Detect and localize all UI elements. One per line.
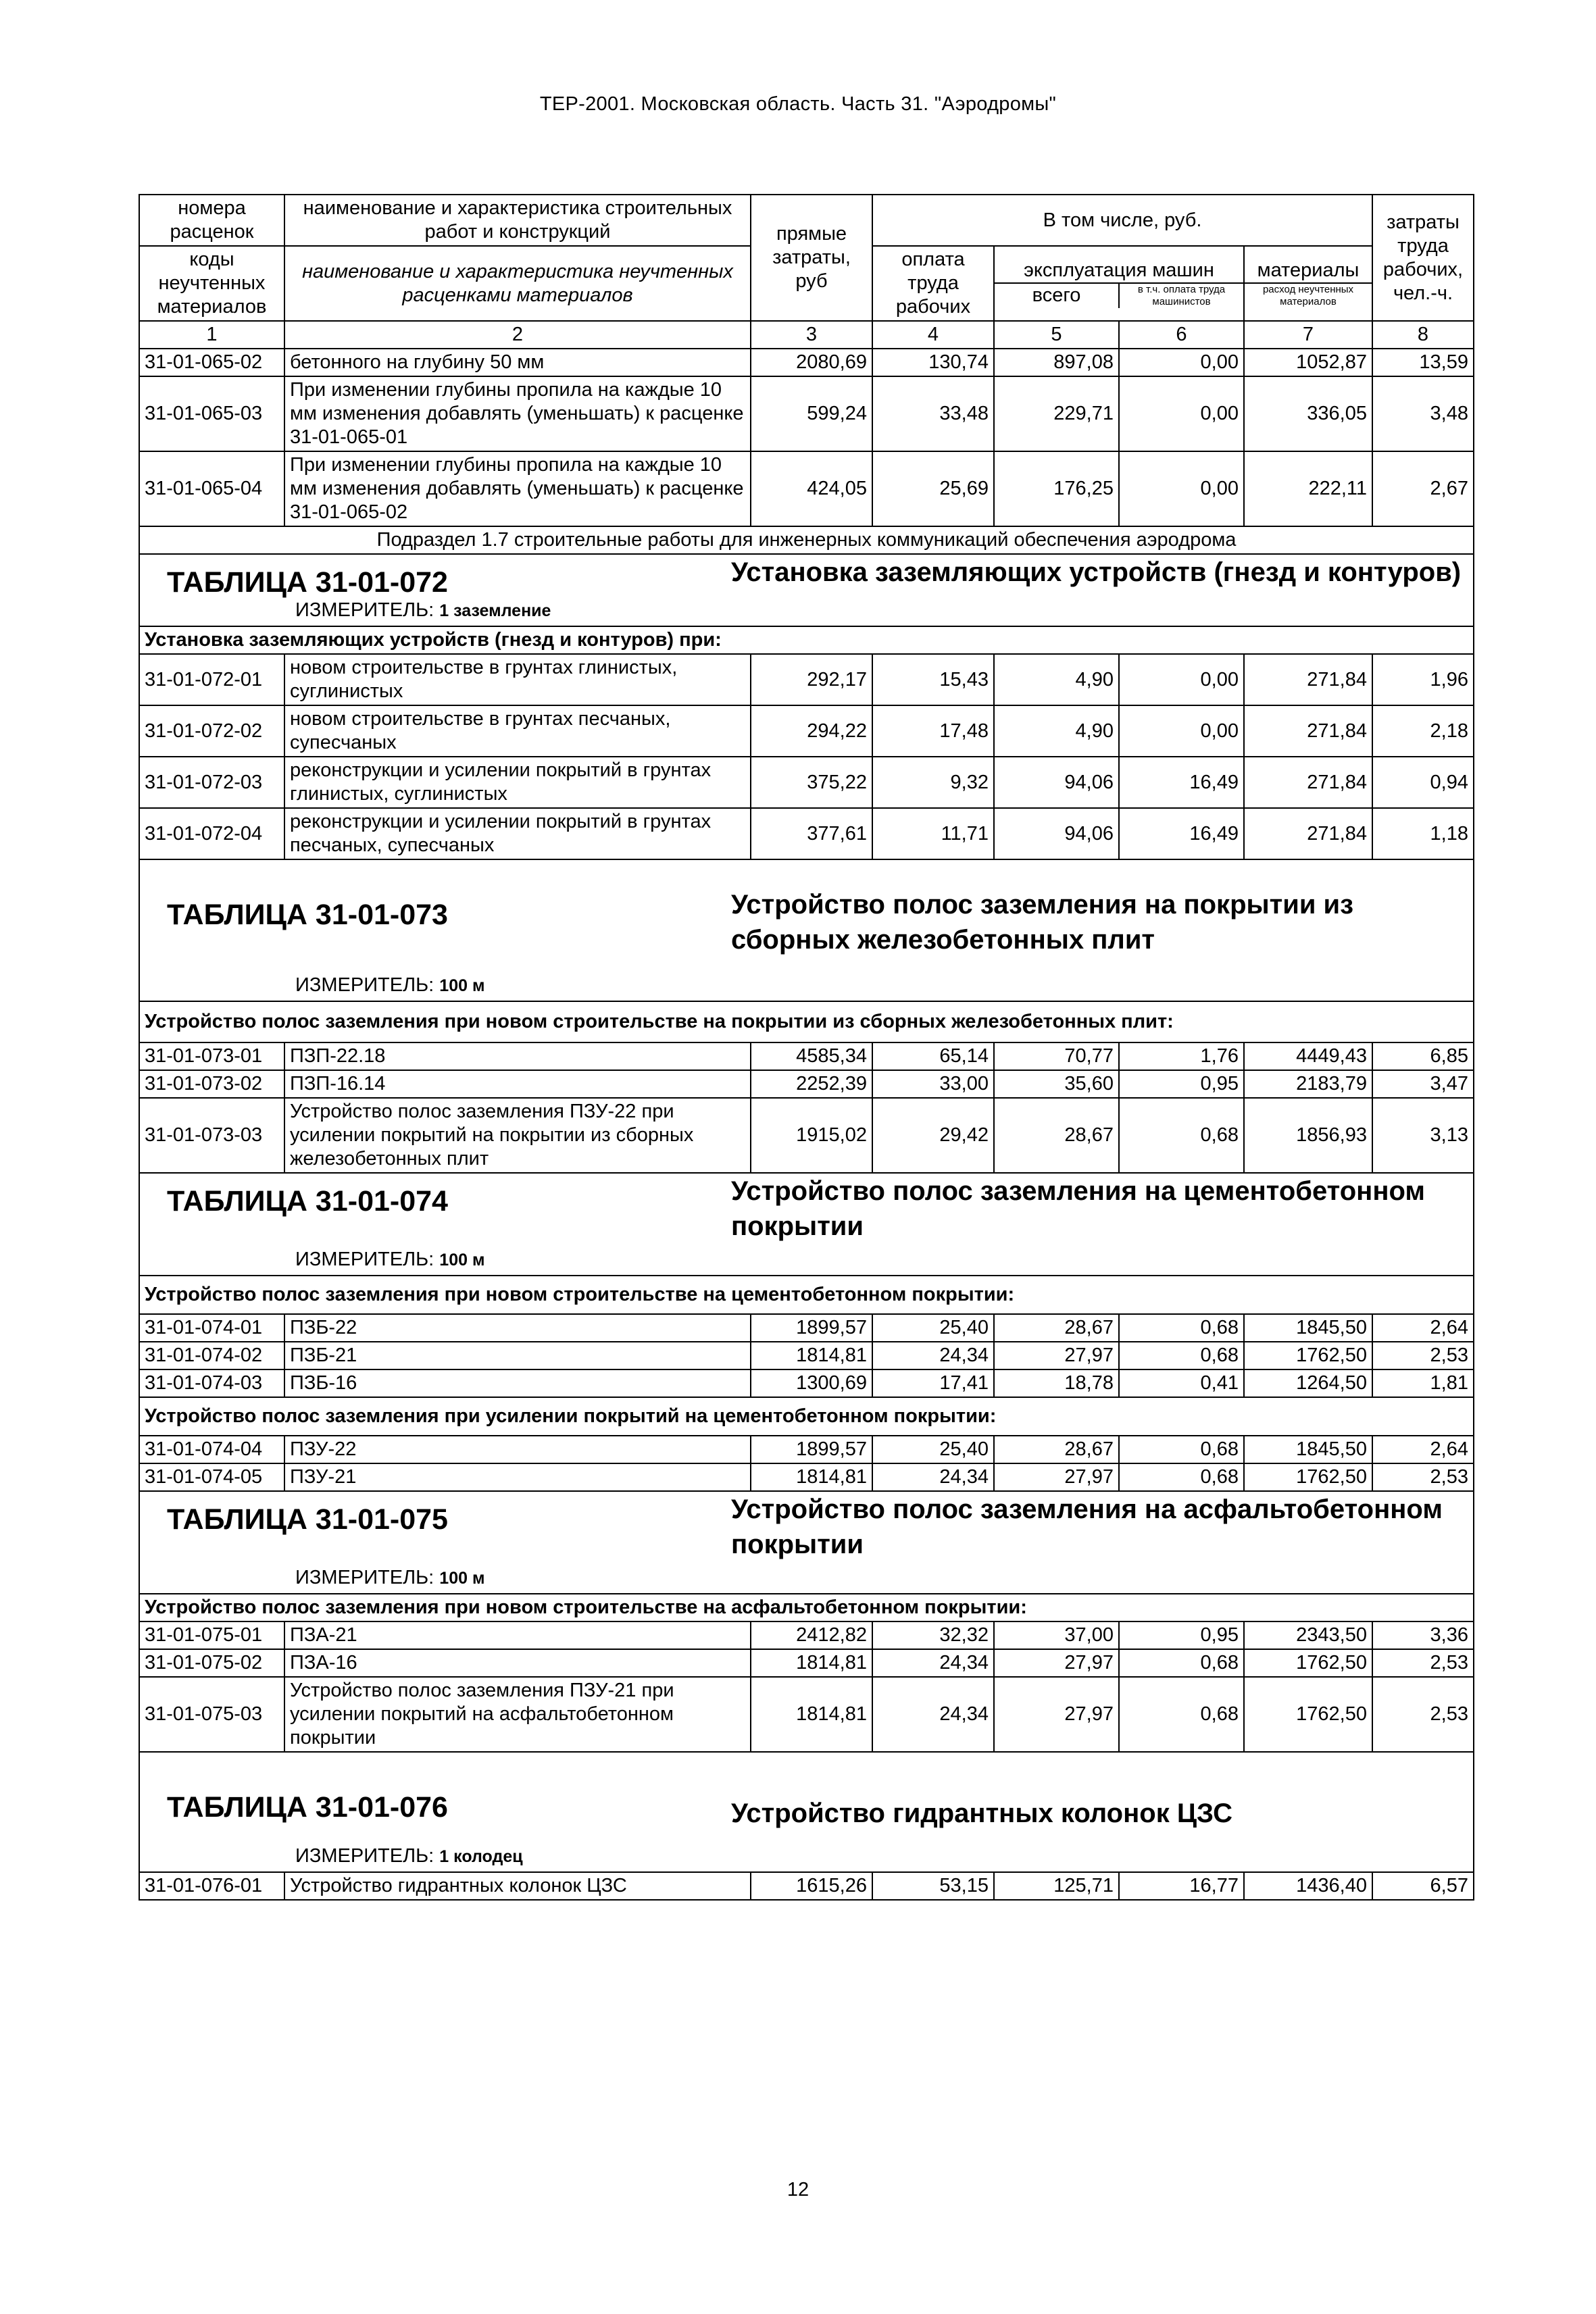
measure-line: ИЗМЕРИТЕЛЬ: 1 колодец <box>295 1845 523 1867</box>
rate-code: 31-01-073-01 <box>139 1042 284 1070</box>
rate-name: ПЗП-16.14 <box>284 1070 751 1098</box>
measure-line: ИЗМЕРИТЕЛЬ: 100 м <box>295 1249 485 1270</box>
rows-073 <box>139 1042 1474 1173</box>
rate-code: 31-01-075-02 <box>139 1649 284 1677</box>
materials-value: 271,84 <box>1244 808 1372 859</box>
col-name-sub: наименование и характеристика неучтенных расценками материалов <box>284 246 751 321</box>
direct-cost-value: 599,24 <box>751 376 872 451</box>
materials-value: 336,05 <box>1244 376 1372 451</box>
machine-wages-value: 0,95 <box>1119 1070 1244 1098</box>
machines-total-value: 28,67 <box>994 1436 1119 1463</box>
labor-value: 3,13 <box>1372 1098 1474 1173</box>
materials-value: 1762,50 <box>1244 1649 1372 1677</box>
table-title: Устройство гидрантных колонок ЦЗС <box>731 1799 1232 1828</box>
materials-value: 1762,50 <box>1244 1342 1372 1369</box>
col-machines-header <box>994 246 1244 321</box>
direct-cost-value: 1915,02 <box>751 1098 872 1173</box>
table-row <box>139 1342 1474 1369</box>
table-label: ТАБЛИЦА 31-01-076 <box>167 1791 448 1823</box>
wages-value: 53,15 <box>872 1872 994 1900</box>
table-label: ТАБЛИЦА 31-01-073 <box>167 899 448 931</box>
table-row <box>139 1677 1474 1752</box>
wages-value: 29,42 <box>872 1098 994 1173</box>
rate-code: 31-01-074-01 <box>139 1314 284 1342</box>
rate-name: новом строительстве в грунтах глинистых, суглинистых <box>284 654 751 705</box>
direct-cost-value: 4585,34 <box>751 1042 872 1070</box>
labor-value: 2,53 <box>1372 1677 1474 1752</box>
materials-value: 1762,50 <box>1244 1677 1372 1752</box>
table-row <box>139 1369 1474 1397</box>
group-title-2: Устройство полос заземления при усилении покрытий на цементобетонном покрытии: <box>139 1397 1474 1436</box>
rate-name: ПЗБ-21 <box>284 1342 751 1369</box>
machine-wages-value: 0,00 <box>1119 705 1244 757</box>
rate-name: ПЗБ-22 <box>284 1314 751 1342</box>
direct-cost-value: 377,61 <box>751 808 872 859</box>
direct-cost-value: 1814,81 <box>751 1463 872 1491</box>
wages-value: 24,34 <box>872 1677 994 1752</box>
machines-total-value: 28,67 <box>994 1314 1119 1342</box>
materials-value: 1845,50 <box>1244 1314 1372 1342</box>
direct-cost-value: 1814,81 <box>751 1342 872 1369</box>
table-row <box>139 1649 1474 1677</box>
materials-value: 4449,43 <box>1244 1042 1372 1070</box>
labor-value: 3,47 <box>1372 1070 1474 1098</box>
materials-value: 2343,50 <box>1244 1621 1372 1649</box>
table-row <box>139 757 1474 808</box>
rate-code: 31-01-065-04 <box>139 451 284 526</box>
table-row <box>139 1872 1474 1900</box>
rates-table <box>139 194 1474 1901</box>
col-wages-header: оплата труда рабочих <box>872 246 994 321</box>
rate-name: Устройство полос заземления ПЗУ-22 при усилении покрытий на покрытии из сборных железобетонных плит <box>284 1098 751 1173</box>
table-row <box>139 1621 1474 1649</box>
machines-total-value: 176,25 <box>994 451 1119 526</box>
table-072 <box>139 554 1474 654</box>
machines-total-value: 125,71 <box>994 1872 1119 1900</box>
labor-value: 0,94 <box>1372 757 1474 808</box>
col-name-header: наименование и характеристика строительных работ и конструкций <box>284 195 751 246</box>
measure-line: ИЗМЕРИТЕЛЬ: 100 м <box>295 974 485 996</box>
machine-wages-value: 16,77 <box>1119 1872 1244 1900</box>
rate-name: При изменении глубины пропила на каждые 10 мм изменения добавлять (уменьшать) к расценке 31-01-065-02 <box>284 451 751 526</box>
subsection-title: Подраздел 1.7 строительные работы для инженерных коммуникаций обеспечения аэродрома <box>139 526 1474 554</box>
idx-5: 5 <box>994 321 1119 349</box>
labor-value: 3,48 <box>1372 376 1474 451</box>
idx-4: 4 <box>872 321 994 349</box>
table-074 <box>139 1173 1474 1314</box>
machine-wages-value: 0,00 <box>1119 451 1244 526</box>
machines-total-value: 27,97 <box>994 1677 1119 1752</box>
table-073 <box>139 859 1474 1042</box>
rate-name: ПЗА-16 <box>284 1649 751 1677</box>
group-title: Установка заземляющих устройств (гнезд и контуров) при: <box>139 626 1474 654</box>
machines-total-value: 4,90 <box>994 654 1119 705</box>
labor-value: 1,81 <box>1372 1369 1474 1397</box>
machine-wages-value: 16,49 <box>1119 757 1244 808</box>
idx-8: 8 <box>1372 321 1474 349</box>
direct-cost-value: 2412,82 <box>751 1621 872 1649</box>
table-076 <box>139 1752 1474 1872</box>
rate-name: ПЗБ-16 <box>284 1369 751 1397</box>
wages-value: 11,71 <box>872 808 994 859</box>
rate-name: реконструкции и усилении покрытий в грунтах песчаных, супесчаных <box>284 808 751 859</box>
machine-wages-value: 16,49 <box>1119 808 1244 859</box>
table-row <box>139 808 1474 859</box>
machine-wages-value: 0,95 <box>1119 1621 1244 1649</box>
machines-label: эксплуатация машин <box>1024 259 1214 281</box>
machines-total-value: 229,71 <box>994 376 1119 451</box>
wages-value: 25,40 <box>872 1314 994 1342</box>
table-label: ТАБЛИЦА 31-01-075 <box>167 1503 448 1536</box>
machines-total-value: 27,97 <box>994 1463 1119 1491</box>
rate-code: 31-01-072-03 <box>139 757 284 808</box>
wages-value: 25,40 <box>872 1436 994 1463</box>
labor-value: 6,57 <box>1372 1872 1474 1900</box>
machine-wages-value: 0,00 <box>1119 376 1244 451</box>
direct-cost-value: 1615,26 <box>751 1872 872 1900</box>
col-code-sub: коды неучтенных материалов <box>139 246 284 321</box>
materials-sub-label: расход неучтенных материалов <box>1245 282 1372 308</box>
direct-cost-value: 294,22 <box>751 705 872 757</box>
rows-074 <box>139 1314 1474 1397</box>
group-title: Устройство полос заземления при новом строительстве на покрытии из сборных железобетонных плит: <box>139 1001 1474 1042</box>
table-row <box>139 1314 1474 1342</box>
table-row <box>139 1463 1474 1491</box>
machine-wages-value: 0,41 <box>1119 1369 1244 1397</box>
labor-value: 3,36 <box>1372 1621 1474 1649</box>
measure-line: ИЗМЕРИТЕЛЬ: 1 заземление <box>295 599 551 621</box>
machine-wages-value: 0,68 <box>1119 1098 1244 1173</box>
materials-value: 1856,93 <box>1244 1098 1372 1173</box>
wages-value: 24,34 <box>872 1342 994 1369</box>
machines-total-value: 897,08 <box>994 349 1119 376</box>
labor-value: 1,96 <box>1372 654 1474 705</box>
machines-total-value: 27,97 <box>994 1342 1119 1369</box>
machines-total-value: 70,77 <box>994 1042 1119 1070</box>
labor-value: 1,18 <box>1372 808 1474 859</box>
group-title: Устройство полос заземления при новом строительстве на цементобетонном покрытии: <box>139 1276 1474 1314</box>
table-title: Устройство полос заземления на цементобетонном покрытии <box>731 1176 1425 1241</box>
materials-value: 271,84 <box>1244 757 1372 808</box>
rows-076 <box>139 1872 1474 1900</box>
rate-name: бетонного на глубину 50 мм <box>284 349 751 376</box>
table-row <box>139 1070 1474 1098</box>
rows-072 <box>139 654 1474 859</box>
labor-value: 2,53 <box>1372 1649 1474 1677</box>
rate-code: 31-01-072-01 <box>139 654 284 705</box>
direct-cost-value: 1814,81 <box>751 1677 872 1752</box>
direct-cost-value: 1814,81 <box>751 1649 872 1677</box>
wages-value: 24,34 <box>872 1463 994 1491</box>
rate-code: 31-01-074-02 <box>139 1342 284 1369</box>
page-header: ТЕР-2001. Московская область. Часть 31. "Аэродромы" <box>539 93 1057 115</box>
machine-wages-value: 0,68 <box>1119 1436 1244 1463</box>
materials-value: 222,11 <box>1244 451 1372 526</box>
rate-code: 31-01-073-02 <box>139 1070 284 1098</box>
wages-value: 15,43 <box>872 654 994 705</box>
rate-code: 31-01-072-04 <box>139 808 284 859</box>
direct-cost-value: 424,05 <box>751 451 872 526</box>
wages-value: 33,00 <box>872 1070 994 1098</box>
direct-cost-value: 2080,69 <box>751 349 872 376</box>
rates-document <box>139 194 1473 1901</box>
direct-cost-value: 1899,57 <box>751 1314 872 1342</box>
materials-value: 1762,50 <box>1244 1463 1372 1491</box>
machine-wages-value: 0,68 <box>1119 1677 1244 1752</box>
table-title: Устройство полос заземления на покрытии из сборных железобетонных плит <box>731 890 1354 955</box>
materials-value: 2183,79 <box>1244 1070 1372 1098</box>
idx-2: 2 <box>284 321 751 349</box>
materials-value: 271,84 <box>1244 705 1372 757</box>
direct-cost-value: 1300,69 <box>751 1369 872 1397</box>
machines-total-value: 94,06 <box>994 757 1119 808</box>
machines-total-value: 28,67 <box>994 1098 1119 1173</box>
direct-cost-value: 292,17 <box>751 654 872 705</box>
table-row <box>139 376 1474 451</box>
machine-wages-value: 0,68 <box>1119 1314 1244 1342</box>
machines-total-value: 18,78 <box>994 1369 1119 1397</box>
machines-total-label: всего <box>1032 284 1081 306</box>
machine-wages-value: 0,68 <box>1119 1463 1244 1491</box>
labor-value: 2,67 <box>1372 451 1474 526</box>
table-row <box>139 1436 1474 1463</box>
idx-7: 7 <box>1244 321 1372 349</box>
col-direct-header: прямые затраты, руб <box>751 195 872 321</box>
table-075 <box>139 1491 1474 1621</box>
machines-total-value: 4,90 <box>994 705 1119 757</box>
machine-wages-value: 0,68 <box>1119 1649 1244 1677</box>
rate-name: ПЗА-21 <box>284 1621 751 1649</box>
table-row <box>139 654 1474 705</box>
wages-value: 32,32 <box>872 1621 994 1649</box>
rate-code: 31-01-075-03 <box>139 1677 284 1752</box>
labor-value: 2,18 <box>1372 705 1474 757</box>
machines-total-value: 37,00 <box>994 1621 1119 1649</box>
rate-code: 31-01-073-03 <box>139 1098 284 1173</box>
table-header <box>139 195 1474 349</box>
wages-value: 17,48 <box>872 705 994 757</box>
machine-wages-value: 1,76 <box>1119 1042 1244 1070</box>
wages-value: 17,41 <box>872 1369 994 1397</box>
rate-name: ПЗП-22.18 <box>284 1042 751 1070</box>
col-materials-header <box>1244 246 1372 321</box>
rate-name: ПЗУ-22 <box>284 1436 751 1463</box>
materials-value: 271,84 <box>1244 654 1372 705</box>
table-row <box>139 705 1474 757</box>
rate-name: новом строительстве в грунтах песчаных, супесчаных <box>284 705 751 757</box>
labor-value: 2,53 <box>1372 1342 1474 1369</box>
materials-value: 1436,40 <box>1244 1872 1372 1900</box>
page-number: 12 <box>787 2179 809 2200</box>
machines-total-value: 35,60 <box>994 1070 1119 1098</box>
idx-6: 6 <box>1119 321 1244 349</box>
rate-code: 31-01-074-04 <box>139 1436 284 1463</box>
table-label: ТАБЛИЦА 31-01-072 <box>167 566 448 599</box>
table-row <box>139 451 1474 526</box>
machine-wages-value: 0,00 <box>1119 349 1244 376</box>
machines-total-value: 94,06 <box>994 808 1119 859</box>
table-label: ТАБЛИЦА 31-01-074 <box>167 1185 448 1217</box>
rate-code: 31-01-072-02 <box>139 705 284 757</box>
rate-name: При изменении глубины пропила на каждые 10 мм изменения добавлять (уменьшать) к расценке 31-01-065-01 <box>284 376 751 451</box>
idx-3: 3 <box>751 321 872 349</box>
rows-075 <box>139 1621 1474 1752</box>
machines-wages-label: в т.ч. оплата труда машинистов <box>1118 284 1243 308</box>
labor-value: 2,53 <box>1372 1463 1474 1491</box>
labor-value: 2,64 <box>1372 1314 1474 1342</box>
wages-value: 33,48 <box>872 376 994 451</box>
rate-code: 31-01-074-03 <box>139 1369 284 1397</box>
col-labor-header: затраты труда рабочих, чел.-ч. <box>1372 195 1474 321</box>
rate-name: ПЗУ-21 <box>284 1463 751 1491</box>
labor-value: 13,59 <box>1372 349 1474 376</box>
rate-code: 31-01-074-05 <box>139 1463 284 1491</box>
wages-value: 24,34 <box>872 1649 994 1677</box>
rate-code: 31-01-065-03 <box>139 376 284 451</box>
group-title: Устройство полос заземления при новом строительстве на асфальтобетонном покрытии: <box>139 1594 1474 1621</box>
rate-code: 31-01-075-01 <box>139 1621 284 1649</box>
direct-cost-value: 1899,57 <box>751 1436 872 1463</box>
labor-value: 2,64 <box>1372 1436 1474 1463</box>
table-title: Устройство полос заземления на асфальтобетонном покрытии <box>731 1494 1443 1559</box>
rate-code: 31-01-065-02 <box>139 349 284 376</box>
rows-065 <box>139 349 1474 526</box>
table-row <box>139 349 1474 376</box>
wages-value: 65,14 <box>872 1042 994 1070</box>
table-title: Установка заземляющих устройств (гнезд и контуров) <box>731 557 1462 587</box>
rate-name: реконструкции и усилении покрытий в грунтах глинистых, суглинистых <box>284 757 751 808</box>
direct-cost-value: 375,22 <box>751 757 872 808</box>
col-code-header: номера расценок <box>139 195 284 246</box>
materials-label: материалы <box>1257 259 1360 281</box>
rate-name: Устройство полос заземления ПЗУ-21 при усилении покрытий на асфальтобетонном покрытии <box>284 1677 751 1752</box>
materials-value: 1264,50 <box>1244 1369 1372 1397</box>
idx-1: 1 <box>139 321 284 349</box>
materials-value: 1052,87 <box>1244 349 1372 376</box>
labor-value: 6,85 <box>1372 1042 1474 1070</box>
wages-value: 130,74 <box>872 349 994 376</box>
machine-wages-value: 0,00 <box>1119 654 1244 705</box>
machines-total-value: 27,97 <box>994 1649 1119 1677</box>
materials-value: 1845,50 <box>1244 1436 1372 1463</box>
direct-cost-value: 2252,39 <box>751 1070 872 1098</box>
wages-value: 9,32 <box>872 757 994 808</box>
rate-name: Устройство гидрантных колонок ЦЗС <box>284 1872 751 1900</box>
col-incl-header: В том числе, руб. <box>872 195 1372 246</box>
table-row <box>139 1098 1474 1173</box>
rows-074-2 <box>139 1436 1474 1491</box>
table-row <box>139 1042 1474 1070</box>
rate-code: 31-01-076-01 <box>139 1872 284 1900</box>
wages-value: 25,69 <box>872 451 994 526</box>
measure-line: ИЗМЕРИТЕЛЬ: 100 м <box>295 1567 485 1588</box>
machine-wages-value: 0,68 <box>1119 1342 1244 1369</box>
